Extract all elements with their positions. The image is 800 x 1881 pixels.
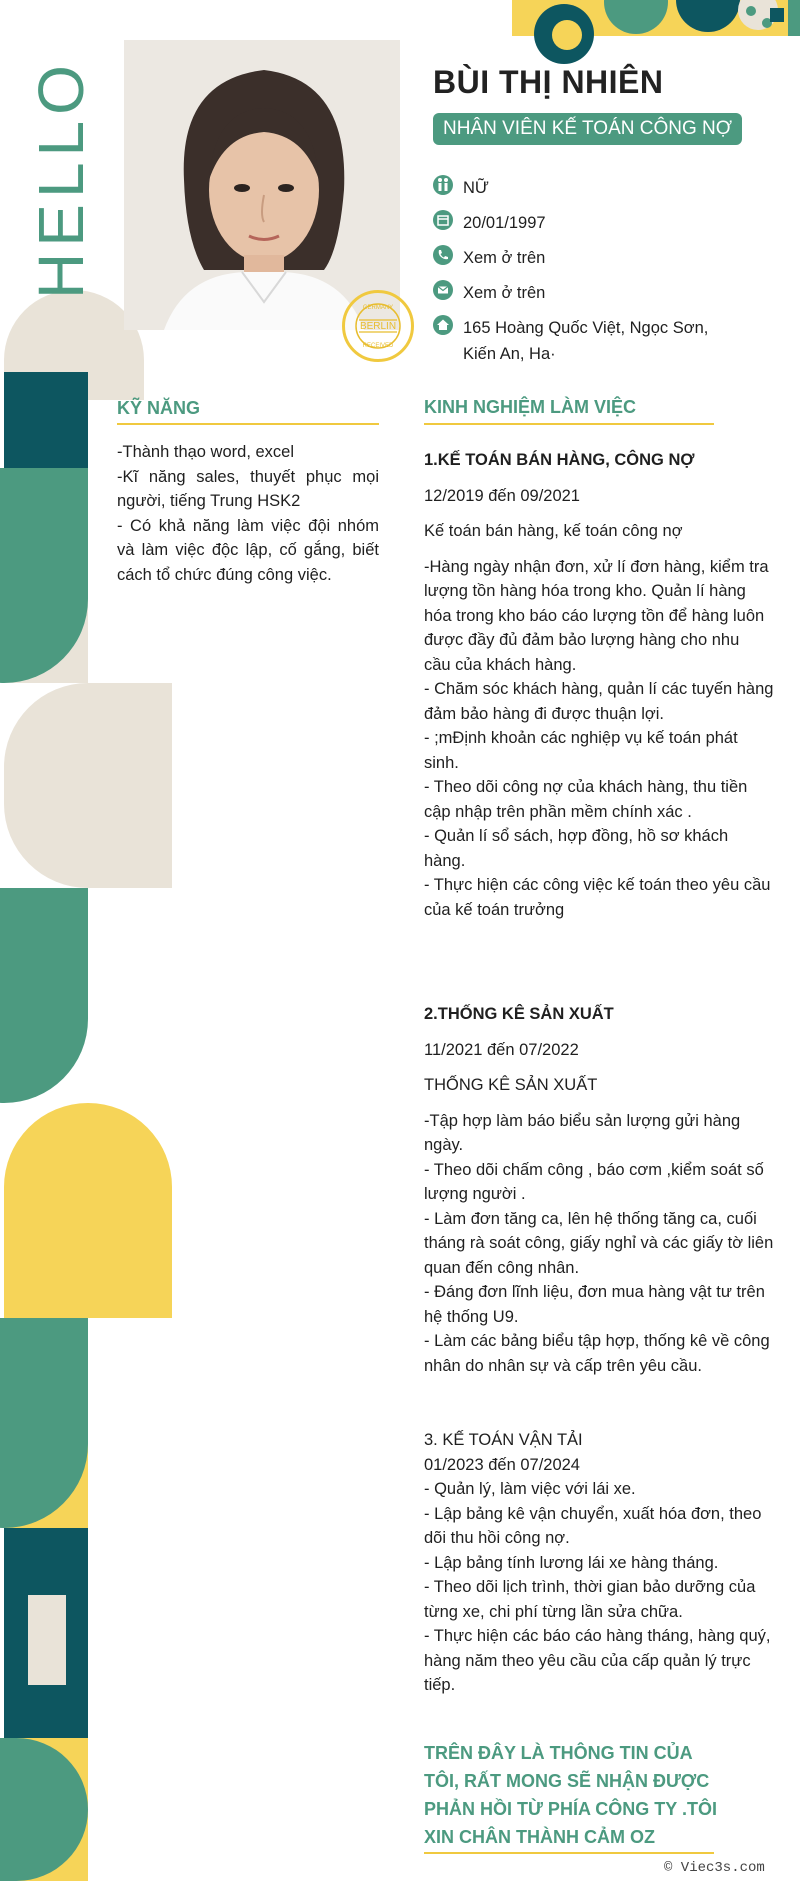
phone-icon (433, 245, 453, 265)
received-stamp (342, 290, 414, 362)
hello-vertical-text: HELLO (25, 59, 97, 299)
job-detail-line: - Theo dõi chấm công , báo cơm ,kiểm soát số lượng người . (424, 1160, 764, 1203)
job-details (424, 1109, 774, 1379)
closing-underline (424, 1852, 714, 1854)
job-title: 2.THỐNG KÊ SẢN XUẤT (424, 1005, 614, 1023)
skill-item: - Có khả năng làm việc đội nhóm và làm việc độc lập, cố gắng, biết cách tổ chức đúng công việc. (117, 516, 379, 584)
stamp-seal-graphic (345, 293, 411, 359)
top-right-decoration (512, 0, 800, 36)
birthday-value: 20/01/1997 (463, 214, 546, 232)
job-detail-line: - Lập bảng tính lương lái xe hàng tháng. (424, 1553, 719, 1572)
portrait-illustration (124, 40, 400, 330)
job-period: 01/2023 đến 07/2024 (424, 1455, 580, 1474)
skills-list (117, 440, 379, 587)
site-watermark: © Viec3s.com (664, 1860, 765, 1876)
skill-item: -Kĩ năng sales, thuyết phục mọi người, tiếng Trung HSK2 (117, 467, 379, 510)
address-line-1: 165 Hoàng Quốc Việt, Ngọc Sơn, (463, 319, 709, 337)
job-detail-line: - Đáng đơn lĩnh liệu, đơn mua hàng vật tư trên hệ thống U9. (424, 1283, 765, 1326)
job-role: THỐNG KÊ SẢN XUẤT (424, 1076, 598, 1094)
svg-text:BERLIN: BERLIN (359, 321, 397, 332)
skills-heading: KỸ NĂNG (117, 398, 201, 418)
closing-line: PHẢN HỒI TỪ PHÍA CÔNG TY .TÔI (424, 1799, 717, 1819)
job-period: 11/2021 đến 07/2022 (424, 1040, 579, 1059)
closing-statement (424, 1739, 744, 1851)
skill-item: -Thành thạo word, excel (117, 443, 295, 461)
experience-heading: KINH NGHIỆM LÀM VIỆC (424, 397, 637, 417)
svg-text:GERMANY: GERMANY (362, 305, 394, 311)
gender-icon (433, 175, 453, 195)
job-role: Kế toán bán hàng, kế toán công nợ (424, 522, 683, 540)
job-detail-line: - ;mĐịnh khoản các nghiệp vụ kế toán phát sinh. (424, 729, 738, 772)
closing-line: TÔI, RẤT MONG SẼ NHẬN ĐƯỢC (424, 1771, 710, 1791)
job-detail-line: cầu của khách hàng. (424, 655, 577, 674)
job-detail-line: hóa trong kho báo cáo lượng tồn để hàng luôn được đầy đủ đảm bảo lượng hàng cho nhu (424, 606, 765, 649)
job-detail-line: -Tập hợp làm báo biểu sản lượng gửi hàng ngày. (424, 1111, 741, 1154)
job-title-badge: NHÂN VIÊN KẾ TOÁN CÔNG NỢ (433, 113, 742, 145)
job-detail-line: -Hàng ngày nhận đơn, xử lí đơn hàng, kiểm tra lượng tồn hàng hóa trong kho. Quản lí hàng (424, 557, 769, 600)
job-details (424, 1477, 774, 1698)
job-detail-line: - Thực hiện các công việc kế toán theo yêu cầu của kế toán trưởng (424, 876, 771, 919)
job-3 (424, 1428, 774, 1698)
job-detail-line: - Lập bảng kê vận chuyển, xuất hóa đơn, theo dõi thu hồi công nợ. (424, 1504, 762, 1547)
address-line-2: Kiến An, Ha· (463, 345, 556, 363)
job-detail-line: - Theo dõi công nợ của khách hàng, thu tiền cập nhập trên phần mềm chính xác . (424, 778, 748, 821)
calendar-icon (433, 210, 453, 230)
job-detail-line: - Chăm sóc khách hàng, quản lí các tuyến hàng đảm bảo hàng đi được thuận lợi. (424, 680, 774, 723)
skills-underline (117, 423, 379, 425)
job-1 (424, 448, 774, 922)
profile-photo (124, 40, 400, 330)
gender-value: NỮ (463, 179, 490, 197)
email-value: Xem ở trên (463, 284, 546, 302)
closing-line: TRÊN ĐÂY LÀ THÔNG TIN CỦA (424, 1743, 693, 1763)
candidate-name: BÙI THỊ NHIÊN (433, 64, 664, 100)
job-details (424, 555, 774, 923)
phone-value: Xem ở trên (463, 249, 546, 267)
closing-line: XIN CHÂN THÀNH CẢM OZ (424, 1827, 655, 1847)
job-title: 3. KẾ TOÁN VẬN TẢI (424, 1431, 583, 1449)
experience-underline (424, 423, 714, 425)
job-detail-line: quan đến công nhân. (424, 1258, 580, 1277)
job-detail-line: - Quản lý, làm việc với lái xe. (424, 1480, 636, 1498)
job-period: 12/2019 đến 09/2021 (424, 486, 580, 505)
job-detail-line: - Quản lí sổ sách, hợp đồng, hồ sơ khách hàng. (424, 827, 729, 870)
job-detail-line: - Làm các bảng biểu tập hợp, thống kê về công nhân do nhân sự và cấp trên yêu cầu. (424, 1332, 770, 1375)
job-detail-line: - Thực hiện các báo cáo hàng tháng, hàng quý, hàng năm theo yêu cầu của cấp quản lý trực tiếp. (424, 1627, 771, 1694)
svg-text:RECEIVED: RECEIVED (362, 343, 394, 349)
job-detail-line: - Theo dõi lịch trình, thời gian bảo dưỡng của từng xe, chi phí từng lần sửa chữa. (424, 1578, 756, 1621)
job-title: 1.KẾ TOÁN BÁN HÀNG, CÔNG NỢ (424, 451, 695, 469)
address-value (463, 315, 763, 367)
home-icon (433, 315, 453, 335)
envelope-icon (433, 280, 453, 300)
job-2 (424, 1002, 774, 1378)
profile-photo-portrait (124, 40, 400, 330)
job-detail-line: - Làm đơn tăng ca, lên hệ thống tăng ca, cuối tháng rà soát công, giấy nghỉ và các giấy tờ liên (424, 1209, 774, 1252)
